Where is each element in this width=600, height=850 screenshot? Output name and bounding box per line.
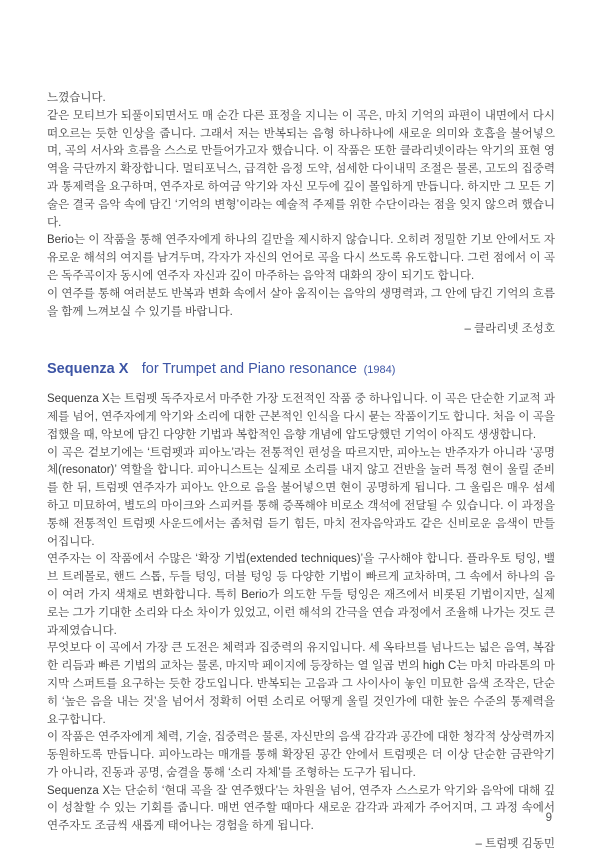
paragraph: 느꼈습니다.: [47, 92, 106, 104]
paragraph: Sequenza X는 트럼펫 독주자로서 마주한 가장 도전적인 작품 중 하나입니다. 이 곡은 단순한 기교적 과제를 넘어, 연주자에게 악기와 소리에 대한 근본적인 인식을 다시 묻는 작품이기도 합니다. 처음 이 곡을 접했을 때, 악보에 담긴 다양한 기법과 복합적인 음향 개념에 압도당했던 기억이 아직도 생생합니다.: [47, 393, 555, 441]
work-title: Sequenza X: [47, 361, 129, 378]
work-year: (1984): [363, 364, 396, 377]
trumpet-attribution: – 트럼펫 김동민: [475, 838, 555, 850]
paragraph: 같은 모티브가 되풀이되면서도 매 순간 다른 표정을 지니는 이 곡은, 마치 기억의 파편이 내면에서 다시 떠오르는 듯한 인상을 줍니다. 그래서 저는 반복되는 음형 하나하나에 새로운 의미와 호흡을 불어넣으며, 곡의 서사와 흐름을 스스로 만들어가고자 했습니다. 이 작품은 또한 클라리넷이라는 악기의 표현 영역을 극단까지 확장합니다. 멀티포닉스, 급격한 음정 도약, 섬세한 다이내믹 조절은 물론, 고도의 집중력과 통제력을 요구하며, 연주자로 하여금 악기와 자신 모두에 깊이 몰입하게 만듭니다. 하지만 그 모든 기술은 결국 음악 속에 담긴 ‘기억의 변형’이라는 예술적 주제를 위한 수단이라는 점을 잊지 않으려 했습니다.: [47, 109, 555, 229]
paragraph: 이 곡은 겉보기에는 ‘트럼펫과 피아노’라는 전통적인 편성을 따르지만, 피아노는 반주자가 아니라 ‘공명체(resonator)’ 역할을 합니다. 피아니스트는 실제로 소리를 내지 않고 건반을 눌러 특정 현이 울릴 준비를 한 뒤, 트럼펫 연주자가 피아노 안으로 음을 불어넣으면 현이 공명하게 됩니다. 그 울림은 매우 섬세하고 미묘하여, 별도의 마이크와 스피커를 통해 증폭해야 비로소 객석에 전달될 수 있습니다. 이 과정을 통해 전통적인 트럼펫 사운드에서는 좀처럼 듣기 힘든, 마치 전자음악과도 같은 신비로운 음색이 만들어집니다.: [47, 446, 555, 548]
paragraph: 연주자는 이 작품에서 수많은 ‘확장 기법(extended techniques)’을 구사해야 합니다. 플라우토 텅잉, 밸브 트레몰로, 핸드 스톱, 두들 텅잉, 더블 텅잉 등 다양한 기법이 빠르게 교차하며, 그 속에서 하나의 음이 여러 가지 색채로 변화합니다. 특히 Berio가 의도한 두들 텅잉은 재즈에서 비롯된 기법이지만, 실제로는 그가 기대한 소리와 다소 차이가 있었고, 이런 해석의 간극을 연습 과정에서 조율해 나가는 것도 큰 과제였습니다.: [47, 553, 555, 637]
page-number: 9: [545, 812, 552, 824]
paragraph: 이 작품은 연주자에게 체력, 기술, 집중력은 물론, 자신만의 음색 감각과 공간에 대한 청각적 상상력까지 동원하도록 만듭니다. 피아노라는 매개를 통해 확장된 공간 안에서 트럼펫은 더 이상 단순한 금관악기가 아니라, 진동과 공명, 숨결을 통해 ‘소리 자체’를 조형하는 도구가 됩니다.: [47, 731, 555, 779]
paragraph: 무엇보다 이 곡에서 가장 큰 도전은 체력과 집중력의 유지입니다. 세 옥타브를 넘나드는 넓은 음역, 복잡한 리듬과 빠른 기법의 교차는 물론, 마지막 페이지에 등장하는 열 일곱 번의 high C는 마치 마라톤의 마지막 스퍼트를 요구하는 듯한 강도입니다. 반복되는 고음과 그 사이사이 놓인 미묘한 음색 조작은, 단순히 ‘높은 음을 내는 것’을 넘어서 정확히 어떤 소리로 어떻게 울릴 것인가에 대한 높은 수준의 통제력을 요구합니다.: [47, 642, 555, 726]
section-heading: [47, 356, 555, 380]
paragraph: 이 연주를 통해 여러분도 반복과 변화 속에서 살아 움직이는 음악의 생명력과, 그 안에 담긴 기억의 흐름을 함께 느껴보실 수 있기를 바랍니다.: [47, 287, 555, 318]
clarinet-attribution: – 클라리넷 조성호: [464, 323, 555, 336]
paragraph: Berio는 이 작품을 통해 연주자에게 하나의 길만을 제시하지 않습니다. 오히려 정밀한 기보 안에서도 자유로운 해석의 여지를 남겨두며, 각자가 자신의 언어로 곡을 다시 쓰도록 유도합니다. 그런 점에서 이 곡은 독주곡이자 동시에 연주자 자신과 깊이 마주하는 음악적 대화의 장이 되기도 합니다.: [47, 234, 555, 282]
work-subtitle: for Trumpet and Piano resonance: [141, 361, 357, 378]
clarinet-note-section: [47, 90, 555, 339]
trumpet-note-section: [47, 391, 555, 850]
paragraph: Sequenza X는 단순히 ‘현대 곡을 잘 연주했다’는 차원을 넘어, 연주자 스스로가 악기와 음악에 대해 깊이 성찰할 수 있는 기회를 줍니다. 매번 연주할 때마다 새로운 감각과 과제가 주어지며, 그 과정 속에서 연주자도 조금씩 새롭게 태어나는 경험을 하게 됩니다.: [47, 784, 555, 833]
